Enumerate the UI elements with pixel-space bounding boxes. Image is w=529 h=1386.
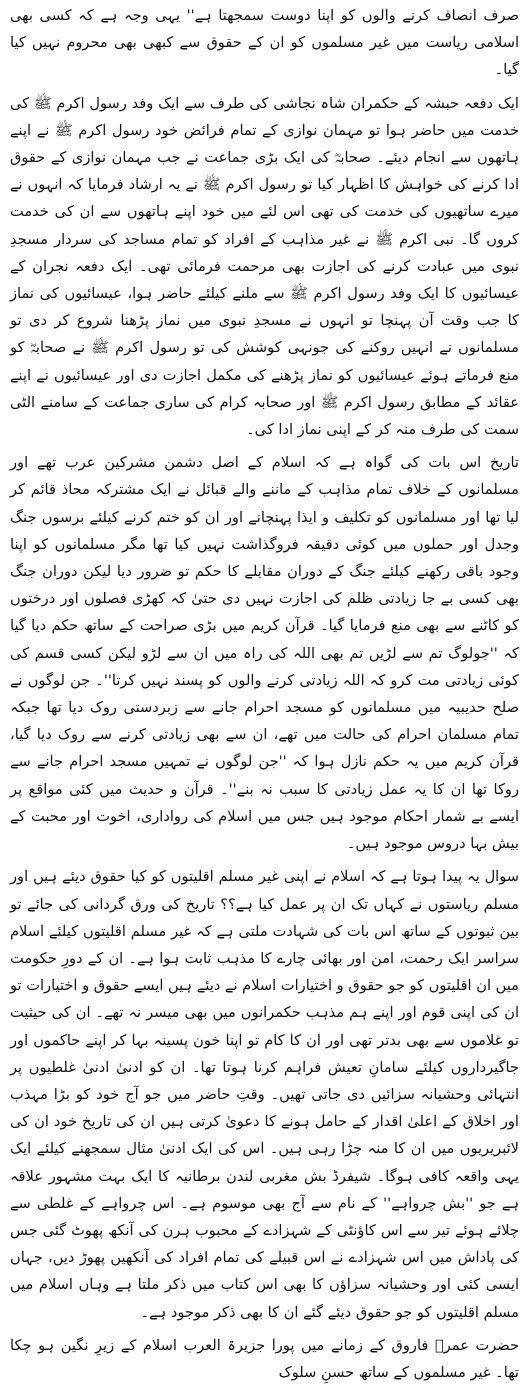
paragraph-1: صرف انصاف کرنے والوں کو اپنا دوست سمجھتا ہے'' یہی وجہ ہے کہ کسی بھی اسلامی ریاست میں غیر مسلموں کو ان کے حقوق سے کبھی بھی محروم نہیں کیا گیا۔ — [10, 7, 519, 79]
paragraph-3: تاریخ اس بات کی گواہ ہے کہ اسلام کے اصل دشمن مشرکین عرب تھے اور مسلمانوں کے خلاف تمام مذاہب کے ماننے والے قبائل نے ایک مشترکہ محاذ قائم کر لیا تھا اور مسلمانوں کو تکلیف و ایذا پہنچانے اور ان کو ختم کرنے کیلئے برسوں جنگ وجدل اور حملوں میں کوئی دقیقہ فروگذاشت نہیں کیا تھا مگر مسلمانوں کو اپنا وجود باقی رکھنے کیلئے جنگ کے دوران مقابلے کا حکم تو ضرور دیا لیکن دوران جنگ بھی کسی بے جا زیادتی ظلم کی اجازت نہیں دی حتیٰ کہ کھڑی فصلوں اور درختوں کو کاٹنے سے بھی منع فرمایا گیا۔ قرآن کریم میں بڑی صراحت کے ساتھ حکم دیا گیا کہ ''جولوگ تم سے لڑیں تم بھی اللہ کی راہ میں ان سے لڑو لیکن کسی قسم کی کوئی زیادتی مت کرو کہ اللہ زیادتی کرنے والوں کو پسند نہیں کرتا''۔ جن لوگوں نے صلح حدیبیہ میں مسلمانوں کو مسجد احرام جانے سے زبردستی روک دیا تھا جبکہ تمام مسلمان احرام کی حالت میں تھے، ان سے بھی زیادتی کرنے سے روک دیا گیا، قرآن کریم میں یہ حکم نازل ہوا کہ ''جن لوگوں نے تمہیں مسجد احرام جانے سے روکا تھا ان کا یہ عمل زیادتی کا سبب نہ بنے''۔ قرآن و حدیث میں کئی مواقع پر ایسے بے شمار احکام موجود ہیں جس میں اسلام کی رواداری، اخوت اور محبت کے بیش بہا دروس موجود ہیں۔ — [10, 454, 519, 853]
paragraph-2: ایک دفعہ حبشہ کے حکمران شاہ نجاشی کی طرف سے ایک وفد رسول اکرم ﷺ کی خدمت میں حاضر ہوا تو مہمان نوازی کے تمام فرائض خود رسول اکرم ﷺ نے اپنے ہاتھوں سے انجام دیئے۔ صحابہؓ کی ایک بڑی جماعت نے جب مہمان نوازی کے حقوق ادا کرنے کی خواہش کا اظہار کیا تو رسول اکرم ﷺ نے یہ ارشاد فرمایا کہ انہوں نے میرے ساتھیوں کی خدمت کی تھی اس لئے میں خود اپنے ہاتھوں سے ان کی خدمت کروں گا۔ نبی اکرم ﷺ نے غیر مذاہب کے افراد کو تمام مساجد کی سردار مسجدِ نبوی میں عبادت کرنے کی اجازت بھی مرحمت فرمائی تھی۔ ایک دفعہ نجران کے عیسائیوں کا ایک وفد رسول اکرم ﷺ سے ملنے کیلئے حاضر ہوا، عیسائیوں کی نماز کا جب وقت آن پہنچا تو انہوں نے مسجدِ نبوی میں نماز پڑھنا شروع کر دی تو مسلمانوں نے انہیں روکنے کی جونہی کوشش کی تو رسول اکرم ﷺ نے صحابہؓ کو منع فرماتے ہوئے عیسائیوں کو نماز پڑھنے کی مکمل اجازت دی اور عیسائیوں نے اپنے عقائد کے مطابق رسول اکرم ﷺ اور صحابہ کرام کی ساری جماعت کے سامنے الٹی سمت کی طرف منہ کر کے اپنی نماز ادا کی۔ — [10, 94, 519, 439]
paragraph-4: سوال یہ پیدا ہوتا ہے کہ اسلام نے اپنی غیر مسلم اقلیتوں کو کیا حقوق دیئے ہیں اور مسلم ریاستوں نے کہاں تک ان پر عمل کیا ہے؟؟ تاریخ کی ورق گردانی کی جائے تو بین ثبوتوں کے ساتھ اس بات کی شہادت ملتی ہے کہ غیر مسلم اقلیتوں کیلئے اسلام سراسر ایک رحمت، امن اور بھائی چارے کا مذہب ثابت ہوا ہے۔ ان کے دورِ حکومت میں ان اقلیتوں کو جو حقوق و اختیارات اسلام نے دیئے ہیں ایسے حقوق و اختیارات تو ان کی اپنی قوم اور اپنے ہم مذہب حکمرانوں میں بھی میسر نہ تھے۔ ان کی حیثیت تو غلاموں سے بھی بدتر تھی اور ان کا کام تو اپنا خون پسینہ بہا کر اپنے حاکموں اور جاگیرداروں کیلئے سامانِ تعیش فراہم کرنا ہوتا تھا۔ ان کو ادنیٰ ادنیٰ غلطیوں پر انتہائی وحشیانہ سزائیں دی جاتی تھیں۔ وقتِ حاضر میں جو آج خود کو بڑا مہذب اور اخلاق کے اعلیٰ اقدار کے حامل ہونے کا دعویٰ کرتی ہیں ان کی تاریخ خود ان کی لائبریریوں میں ان کا منہ چڑا رہی ہیں۔ اس کی ایک ادنیٰ مثال سمجھنے کیلئے ایک یہی واقعہ کافی ہوگا۔ شیفرڈ بش مغربی لندن برطانیہ کا ایک بہت مشہور علاقہ ہے جو ''بش چرواہے'' کے نام سے آج بھی موسوم ہے۔ اس چرواہے کے غلطی سے چلائے ہوئے تیر سے اس کاؤنٹی کے شہزادے کے محبوب ہرن کی آنکھ پھوٹ گئی جس کی پاداش میں اس شہزادے نے اس قبیلے کی تمام افراد کی آنکھیں پھوڑ دیں، جہاں ایسی کئی اور وحشیانہ سزاؤں کا بھی اس کتاب میں ذکر ملتا ہے وہاں اسلام میں مسلم اقلیتوں کو جو حقوق دیئے گئے ان کا بھی ذکر موجود ہے۔ — [10, 868, 519, 1321]
paragraph-5: حضرت عمرؓ فاروق کے زمانے میں پورا جزیرۃ العرب اسلام کے زیرِ نگین ہو چکا تھا۔ غیر مسلموں کے ساتھ حسنِ سلوک — [10, 1336, 519, 1381]
